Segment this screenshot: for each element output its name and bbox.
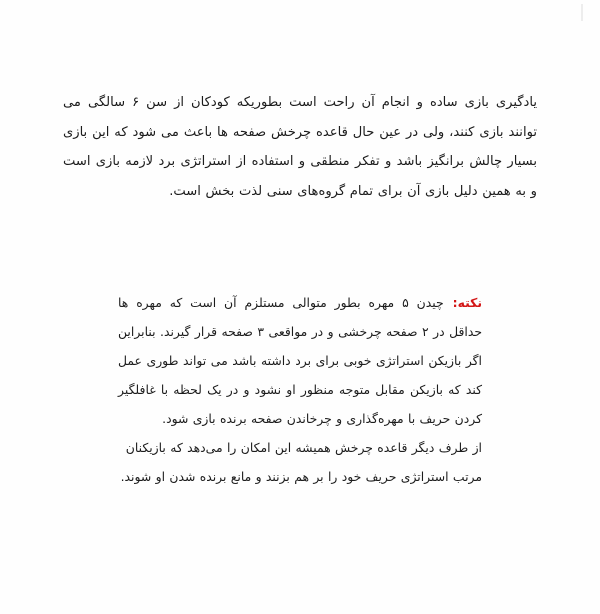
note-paragraph-two: از طرف دیگر قاعده چرخش همیشه این امکان را می‌دهد که بازیکنان مرتب استراتژی حریف خود را بر هم بزنند و مانع برنده شدن او شوند.: [120, 440, 482, 484]
note-paragraph-one: [118, 288, 482, 433]
scan-artifact-mark: [581, 4, 583, 21]
intro-paragraph-block: [63, 88, 537, 206]
note-label: نکته:: [452, 295, 482, 310]
note-block: [118, 288, 482, 491]
intro-paragraph: یادگیری بازی ساده و انجام آن راحت است بطوریکه کودکان از سن ۶ سالگی می توانند بازی کنند، ولی در عین حال قاعده چرخش صفحه ها باعث می شود که این بازی بسیار چالش برانگیز باشد و تفکر منطقی و استفاده از استراتژی برد لازمه بازی است و به همین دلیل بازی آن برای تمام گروه‌های سنی لذت بخش است.: [63, 95, 537, 199]
note-paragraph-one-text: چیدن ۵ مهره بطور متوالی مستلزم آن است که مهره ها حداقل در ۲ صفحه چرخشی و در مواقعی ۳ صفحه قرار گیرند. بنابراین اگر بازیکن استراتژی خوبی برای برد داشته باشد می تواند طوری عمل کند که بازیکن مقابل متوجه منظور او نشود و در یک لحظه با غافلگیر کردن حریف با مهره‌گذاری و چرخاندن صفحه برنده بازی شود.: [118, 295, 482, 426]
